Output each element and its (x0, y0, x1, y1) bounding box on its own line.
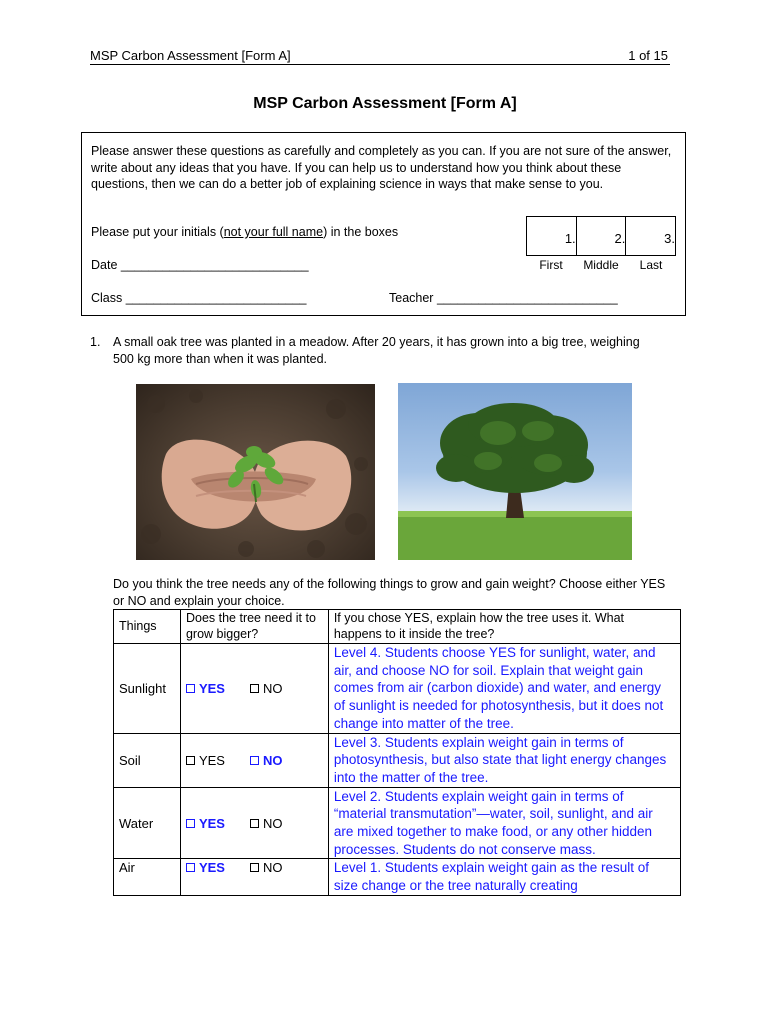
yes-label: YES (198, 860, 225, 876)
yes-label: YES (198, 680, 225, 696)
no-label: NO (262, 860, 283, 876)
page-number: 1 of 15 (628, 48, 668, 63)
question-number: 1. (90, 335, 101, 349)
thing-label: Soil (114, 733, 181, 787)
choice-cell (180, 644, 328, 734)
header-things: Things (114, 610, 181, 644)
initial-box-first[interactable] (527, 217, 577, 255)
yes-checkbox[interactable] (186, 681, 250, 696)
initials-instruction-part: ) in the boxes (323, 225, 399, 239)
no-checkbox[interactable] (250, 860, 283, 875)
choice-cell (180, 787, 328, 859)
table-row-soil (114, 733, 681, 787)
instructions-text: Please answer these questions as carefully and completely as you can. If you are not sure of the answer, write about any ideas that you have. If you can help us to understand how you think about these questions, then we can do a better job of explaining science in ways that make sense to you. (91, 144, 672, 191)
initials-instruction-part: Please put your initials ( (91, 225, 224, 239)
header-explain: If you chose YES, explain how the tree uses it. What happens to it inside the tree? (328, 610, 680, 644)
no-label: NO (262, 752, 283, 768)
table-row-air (114, 859, 681, 895)
things-table (113, 609, 681, 896)
hands-holding-seedling-photo (136, 384, 375, 560)
yes-label: YES (198, 815, 225, 831)
class-field[interactable]: Class __________________________ (91, 291, 307, 305)
initial-label-last: Last (639, 258, 663, 272)
initial-box-last[interactable] (626, 217, 675, 255)
yes-label: YES (198, 752, 225, 768)
no-checkbox[interactable] (250, 753, 283, 768)
choice-cell (180, 733, 328, 787)
checkbox-icon (186, 863, 195, 872)
level-2-text: Level 2. Students explain weight gain in terms of “material transmutation”—water, soil, sunlight, and air are mixed together to make food, or any other hidden processes. Students do not conserve mass. (328, 787, 680, 859)
level-1-text: Level 1. Students explain weight gain as the result of size change or the tree naturally creating (328, 859, 680, 895)
document-title: MSP Carbon Assessment [Form A] (253, 95, 517, 112)
oak-tree-in-meadow-photo (398, 383, 632, 560)
table-row-sunlight (114, 644, 681, 734)
initial-box-number: 1. (564, 231, 576, 246)
page-header (90, 48, 670, 65)
initials-instruction (91, 225, 398, 239)
checkbox-icon (250, 684, 259, 693)
choice-cell (180, 859, 328, 895)
thing-label: Water (114, 787, 181, 859)
checkbox-icon (250, 756, 259, 765)
checkbox-icon (186, 684, 195, 693)
initials-instruction-underlined: not your full name (223, 225, 324, 239)
table-row-water (114, 787, 681, 859)
thing-label: Sunlight (114, 644, 181, 734)
no-checkbox[interactable] (250, 681, 283, 696)
level-4-text: Level 4. Students choose YES for sunlight, water, and air, and choose NO for soil. Explain that weight gain comes from air (carbon dioxide) and water, and energy of sunlight is needed for photosynthesis, but it does not change into matter of the tree. (328, 644, 680, 734)
checkbox-icon (250, 819, 259, 828)
header-need: Does the tree need it to grow bigger? (180, 610, 328, 644)
yes-checkbox[interactable] (186, 753, 250, 768)
initials-labels (526, 258, 676, 272)
instructions-box (81, 132, 686, 316)
date-field[interactable]: Date ___________________________ (91, 258, 309, 272)
initial-box-middle[interactable] (577, 217, 627, 255)
header-title: MSP Carbon Assessment [Form A] (90, 48, 291, 63)
table-header-row (114, 610, 681, 644)
checkbox-icon (186, 756, 195, 765)
yes-checkbox[interactable] (186, 816, 250, 831)
no-label: NO (262, 815, 283, 831)
question-prompt: Do you think the tree needs any of the following things to grow and gain weight? Choose either YES or NO and explain your choice. (113, 577, 666, 608)
yes-checkbox[interactable] (186, 860, 250, 875)
initial-label-first: First (539, 258, 563, 272)
question-1 (90, 334, 650, 367)
initial-box-number: 2. (614, 231, 626, 246)
thing-label: Air (114, 859, 181, 895)
checkbox-icon (250, 863, 259, 872)
checkbox-icon (186, 819, 195, 828)
initial-label-middle: Middle (583, 258, 619, 272)
initial-box-number: 3. (664, 231, 676, 246)
level-3-text: Level 3. Students explain weight gain in terms of photosynthesis, but also state that light energy changes into the matter of the tree. (328, 733, 680, 787)
no-checkbox[interactable] (250, 816, 283, 831)
initials-boxes (526, 216, 676, 256)
no-label: NO (262, 680, 283, 696)
teacher-field[interactable]: Teacher __________________________ (389, 291, 618, 305)
question-text: A small oak tree was planted in a meadow. After 20 years, it has grown into a big tree, weighing 500 kg more than when it was planted. (113, 335, 640, 366)
